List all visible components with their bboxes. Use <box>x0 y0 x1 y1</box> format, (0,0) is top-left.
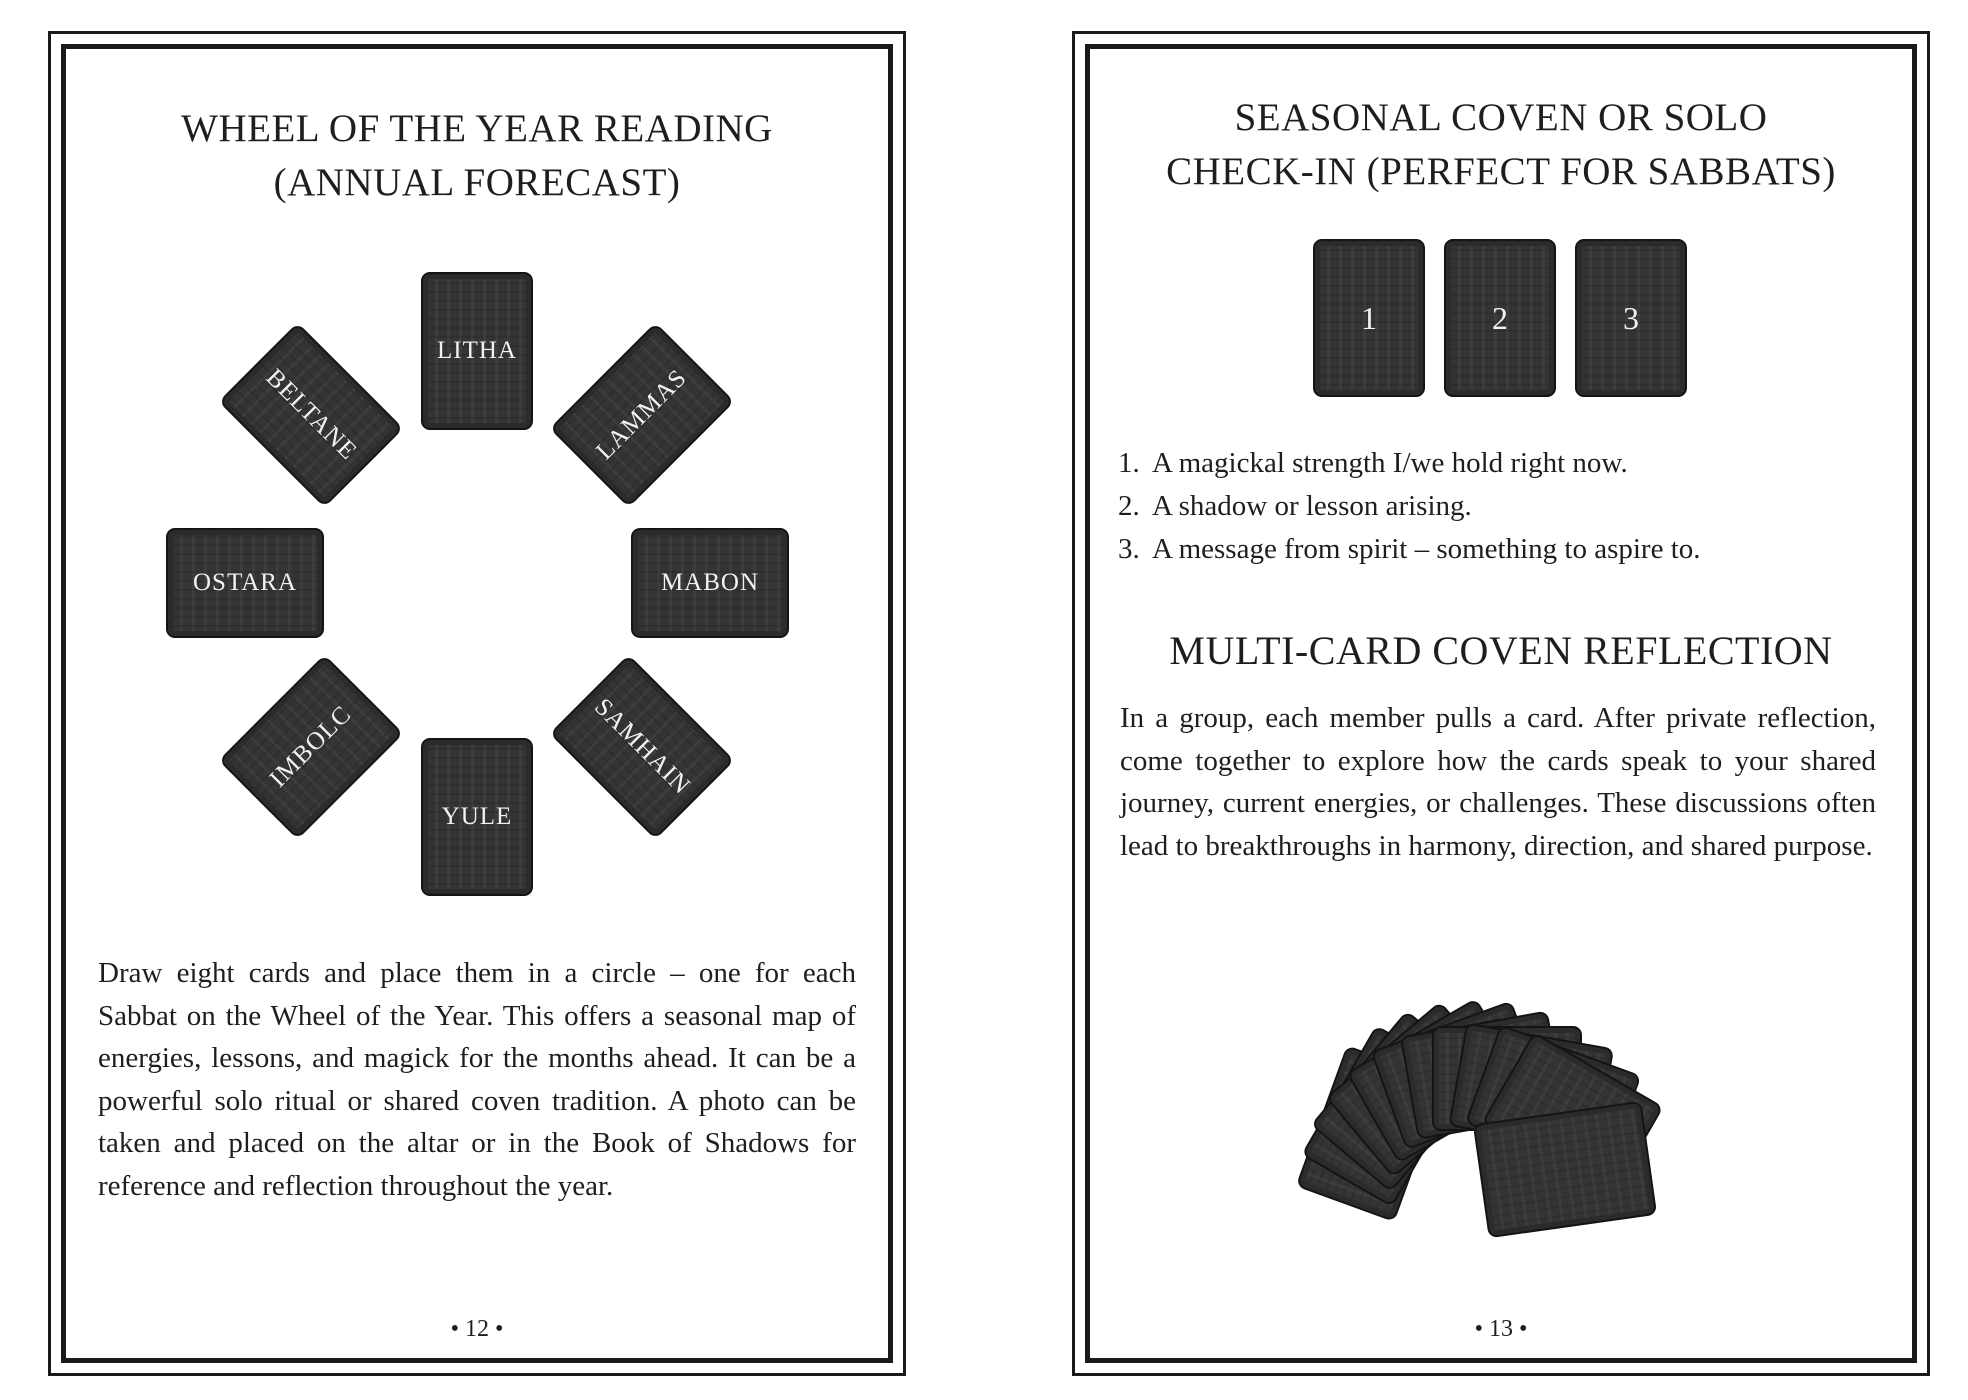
card-number-1: 1 <box>1361 299 1377 336</box>
card-label-mabon: MABON <box>660 569 760 596</box>
card-number-2: 2 <box>1492 299 1508 336</box>
left-body-paragraph: Draw eight cards and place them in a circle – one for each Sabbat on the Wheel of the Year. This offers a seasonal map of energies, lessons, and magick for the months ahead. It can be a powerful solo ritual or shared coven tradition. A photo can be taken and placed on the altar or in the Book of Shadows for reference and reflection throughout the year. <box>98 957 856 1202</box>
card-label-imbolc: IMBOLC <box>264 700 357 793</box>
card-label-lammas: LAMMAS <box>591 364 693 466</box>
card-label-ostara: OSTARA <box>192 569 297 596</box>
card-yule <box>421 738 533 896</box>
fanned-deck-illustration <box>1300 940 1700 1240</box>
card-mabon <box>631 528 789 638</box>
card-label-litha: LITHA <box>437 337 517 364</box>
step-item: 2. A shadow or lesson arising. <box>1118 490 1472 522</box>
step-item: 3. A message from spirit – something to aspire to. <box>1118 533 1701 565</box>
card-label-beltane: BELTANE <box>260 363 363 466</box>
right-body-paragraph: In a group, each member pulls a card. After private reflection, come together to explore how the cards speak to your shared journey, current energies, or challenges. These discussions often lead to breakthroughs in harmony, direction, and shared purpose. <box>1120 702 1876 862</box>
card-position-3 <box>1575 239 1687 397</box>
page-number-left: • 12 • <box>450 1316 504 1342</box>
card-position-2 <box>1444 239 1556 397</box>
card-ostara <box>166 528 324 638</box>
section-title-multi-card: MULTI-CARD COVEN REFLECTION <box>1169 628 1833 673</box>
check-in-steps <box>1118 442 1701 571</box>
right-page-title: SEASONAL COVEN OR SOLO CHECK-IN (PERFECT FOR SABBATS) <box>1166 96 1836 193</box>
card-position-1 <box>1313 239 1425 397</box>
card-litha <box>421 272 533 430</box>
step-item: 1. A magickal strength I/we hold right now. <box>1118 447 1628 479</box>
left-page-title: WHEEL OF THE YEAR READING (ANNUAL FORECAST) <box>181 107 773 204</box>
card-label-samhain: SAMHAIN <box>589 693 696 800</box>
fan-card-front <box>1473 1101 1657 1239</box>
page-number-right: • 13 • <box>1474 1316 1528 1342</box>
card-number-3: 3 <box>1623 299 1639 336</box>
card-label-yule: YULE <box>441 803 513 830</box>
